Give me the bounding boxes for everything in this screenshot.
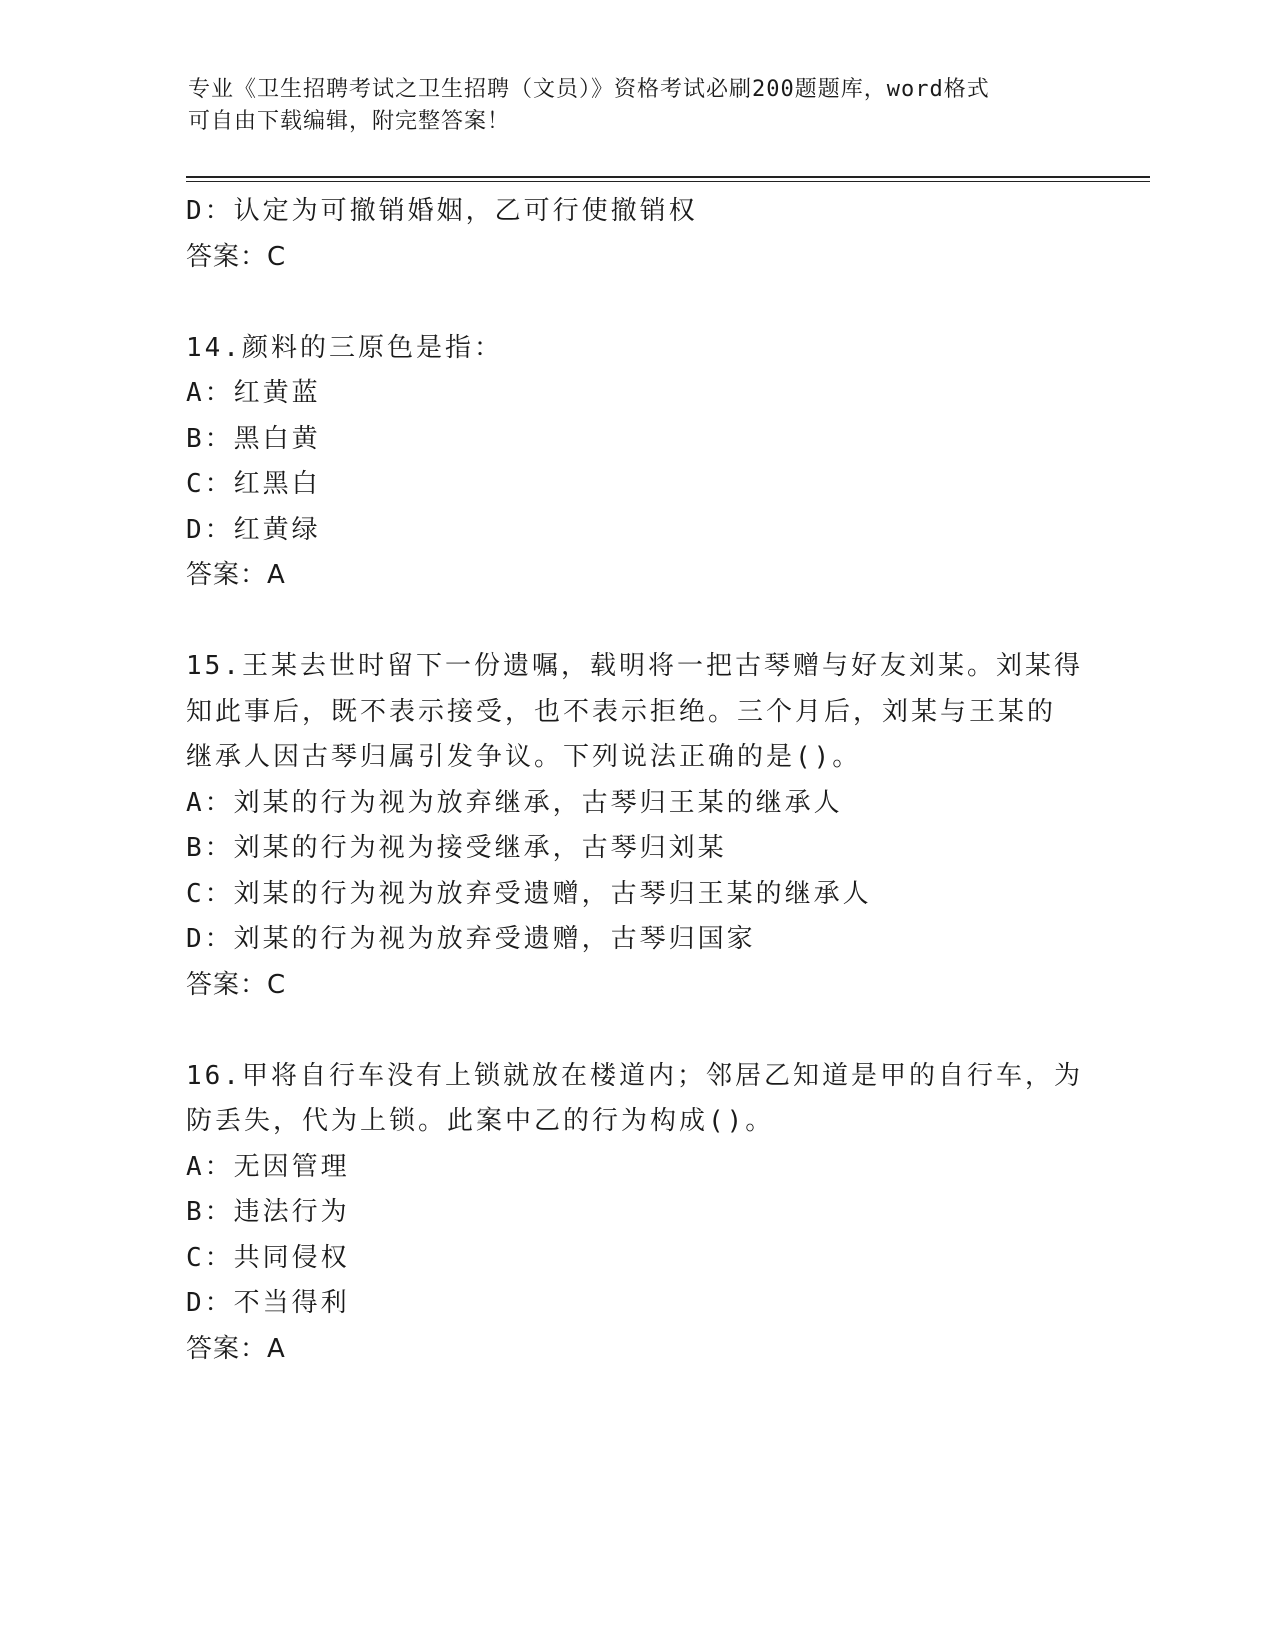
option-a: A：红黄蓝 [186, 378, 321, 408]
spacer [186, 1008, 1086, 1054]
option-c: C：共同侵权 [186, 1242, 350, 1273]
question-13-tail [186, 189, 1086, 280]
header-divider-thin [186, 181, 1150, 182]
option-d: D：刘某的行为视为放弃受遗赠，古琴归国家 [186, 924, 756, 954]
option-d: D：红黄绿 [186, 514, 321, 545]
header-title-line-1: 专业《卫生招聘考试之卫生招聘（文员）》资格考试必刷200题题库，word格式 [188, 77, 990, 102]
option-b: B：刘某的行为视为接受继承，古琴归刘某 [186, 833, 727, 863]
option-b: B：黑白黄 [186, 423, 321, 454]
option-d: D：认定为可撤销婚姻，乙可行使撤销权 [186, 196, 698, 226]
answer: 答案：A [186, 1333, 286, 1364]
option-d: D：不当得利 [186, 1288, 350, 1318]
option-c: C：红黑白 [186, 469, 321, 499]
question-stem-line-2: 知此事后，既不表示接受，也不表示拒绝。三个月后，刘某与王某的 [186, 696, 1057, 727]
question-stem-line-3: 继承人因古琴归属引发争议。下列说法正确的是()。 [186, 742, 862, 772]
option-c: C：刘某的行为视为放弃受遗赠，古琴归王某的继承人 [186, 878, 872, 909]
question-stem-line-2: 防丢失，代为上锁。此案中乙的行为构成()。 [186, 1106, 775, 1136]
question-15 [186, 644, 1086, 1008]
answer: 答案：C [186, 969, 287, 1000]
document-header [188, 74, 1088, 138]
option-b: B：违法行为 [186, 1197, 350, 1227]
spacer [186, 280, 1086, 326]
option-a: A：无因管理 [186, 1151, 350, 1182]
question-16 [186, 1054, 1086, 1373]
question-14 [186, 326, 1086, 599]
question-stem: 14.颜料的三原色是指： [186, 332, 503, 363]
option-a: A：刘某的行为视为放弃继承，古琴归王某的继承人 [186, 787, 843, 818]
answer: 答案：C [186, 241, 287, 272]
question-list [186, 189, 1086, 1372]
question-stem-line-1: 16.甲将自行车没有上锁就放在楼道内；邻居乙知道是甲的自行车，为 [186, 1060, 1083, 1091]
header-title-line-2: 可自由下载编辑，附完整答案！ [188, 109, 511, 134]
spacer [186, 599, 1086, 645]
answer: 答案：A [186, 560, 286, 590]
question-stem-line-1: 15.王某去世时留下一份遗嘱，载明将一把古琴赠与好友刘某。刘某得 [186, 651, 1083, 681]
header-divider-thick [186, 176, 1150, 178]
